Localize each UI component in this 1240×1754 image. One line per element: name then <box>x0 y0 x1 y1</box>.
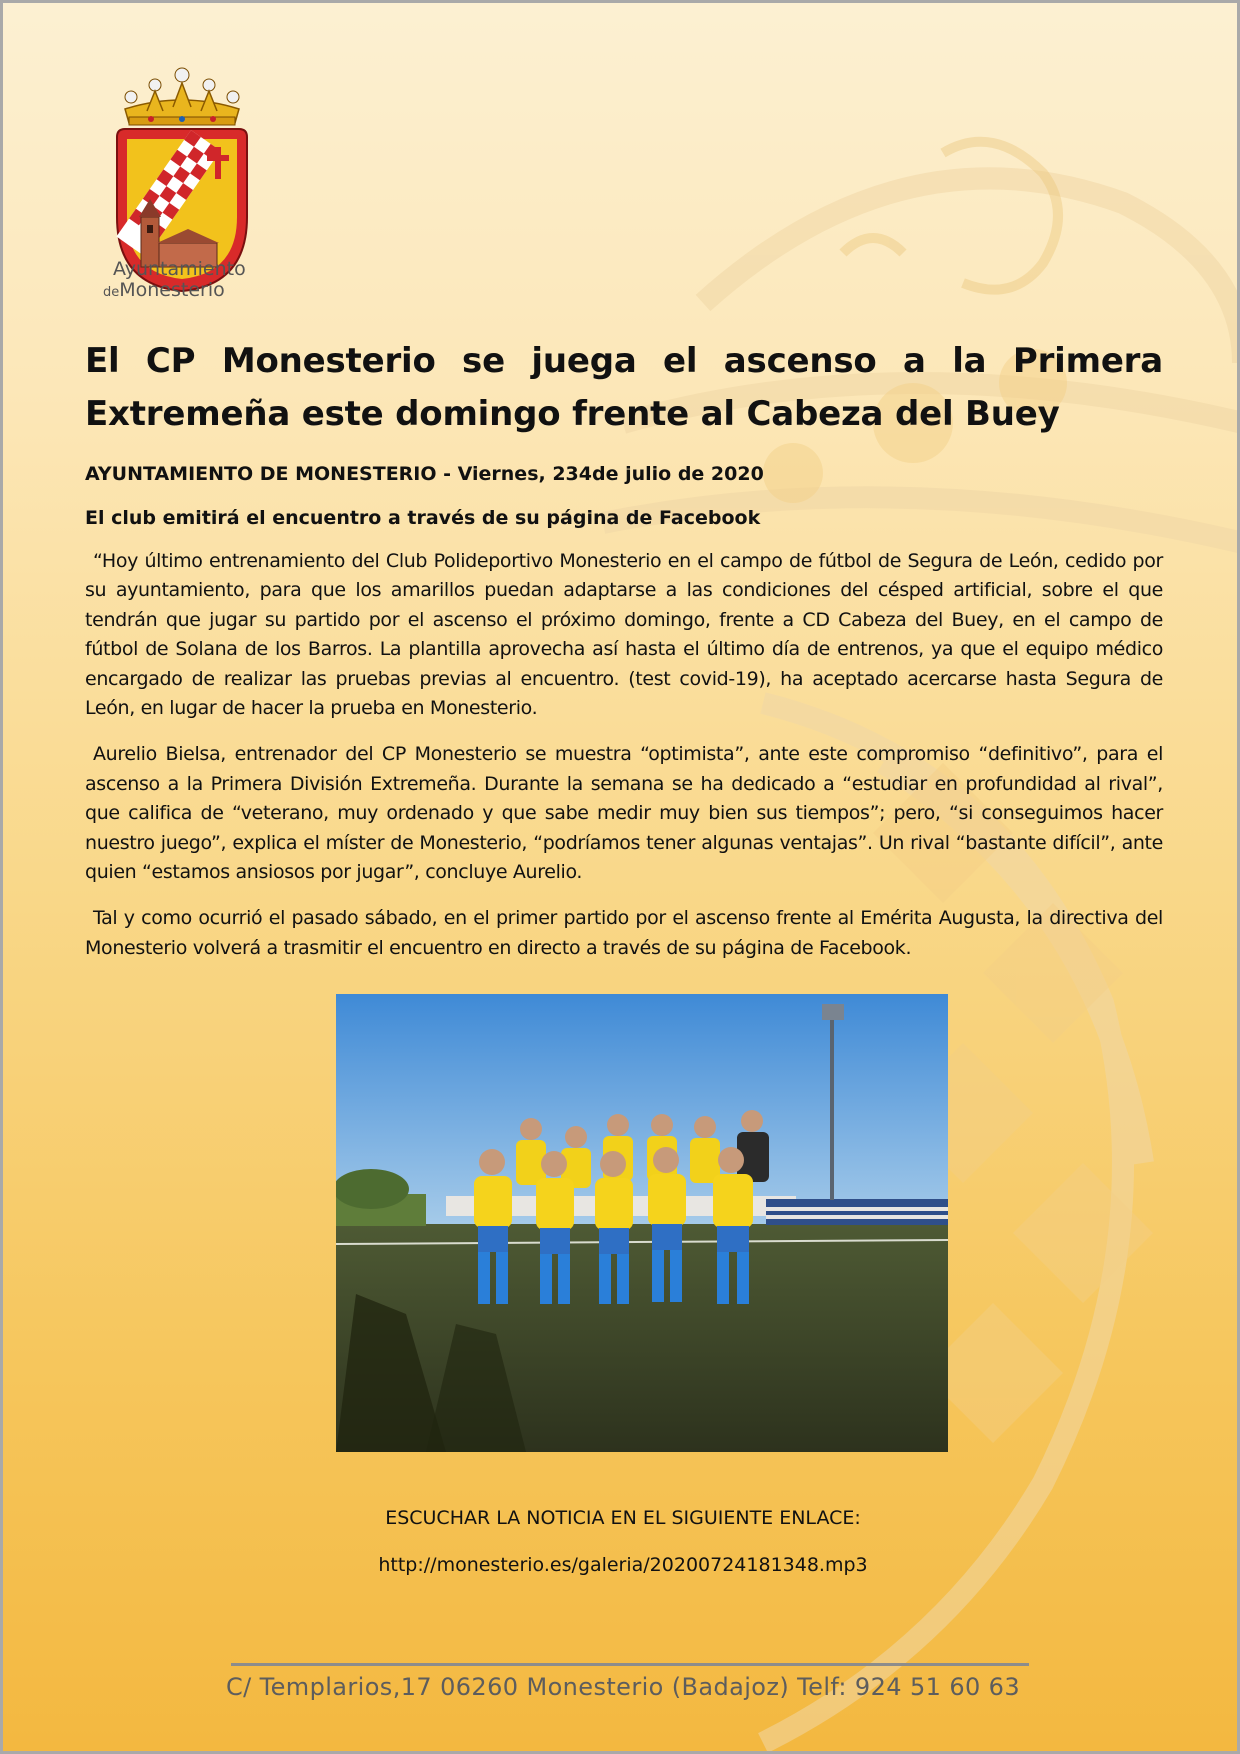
team-photo <box>336 994 948 1452</box>
article-paragraph: “Hoy último entrenamiento del Club Polideportivo Monesterio en el campo de fútbol de Segura de León, cedido por su ayuntamiento, para que los amarillos puedan adaptarse a las condiciones del césped artificial, sobre el que tendrán que jugar su partido por el ascenso el próximo domingo, frente a CD Cabeza del Buey, en el campo de fútbol de Solana de los Barros. La plantilla aprovecha así hasta el último día de entrenos, ya que el equipo médico encargado de realizar las pruebas previas al encuentro. (test covid-19), ha aceptado acercarse hasta Segura de León, en lugar de hacer la prueba en Monesterio. <box>85 550 1163 720</box>
audio-link[interactable]: http://monesterio.es/galeria/20200724181348.mp3 <box>378 1554 868 1576</box>
footer-address: C/ Templarios,17 06260 Monesterio (Badajoz) Telf: 924 51 60 63 <box>225 1673 1021 1701</box>
logo-wordmark <box>103 259 263 303</box>
article <box>85 335 1163 963</box>
logo-line1: Ayuntamiento <box>113 258 246 280</box>
article-title: El CP Monesterio se juega el ascenso a la Primera Extremeña este domingo frente al Cabeza del Buey <box>85 341 1163 434</box>
article-subheadline: El club emitirá el encuentro a través de su página de Facebook <box>85 507 761 529</box>
article-byline: AYUNTAMIENTO DE MONESTERIO - Viernes, 234de julio de 2020 <box>85 463 764 485</box>
logo-line2-prefix: de <box>103 285 120 300</box>
crown-icon <box>125 68 239 125</box>
logo-line2-main: Monesterio <box>119 279 225 301</box>
footer-divider <box>231 1663 1029 1666</box>
listen-label: ESCUCHAR LA NOTICIA EN EL SIGUIENTE ENLACE: <box>385 1507 861 1529</box>
article-paragraph: Aurelio Bielsa, entrenador del CP Monesterio se muestra “optimista”, ante este compromiso “definitivo”, para el ascenso a la Primera División Extremeña. Durante la semana se ha dedicado a “estudiar en profundidad al rival”, que califica de “veterano, muy ordenado y que sabe medir muy bien sus tiempos”; pero, “si conseguimos hacer nuestro juego”, explica el míster de Monesterio, “podríamos tener algunas ventajas”. Un rival “bastante difícil”, ante quien “estamos ansiosos por jugar”, concluye Aurelio. <box>85 743 1163 884</box>
article-paragraph: Tal y como ocurrió el pasado sábado, en el primer partido por el ascenso frente al Emérita Augusta, la directiva del Monesterio volverá a trasmitir el encuentro en directo a través de su página de Facebook. <box>85 907 1163 959</box>
